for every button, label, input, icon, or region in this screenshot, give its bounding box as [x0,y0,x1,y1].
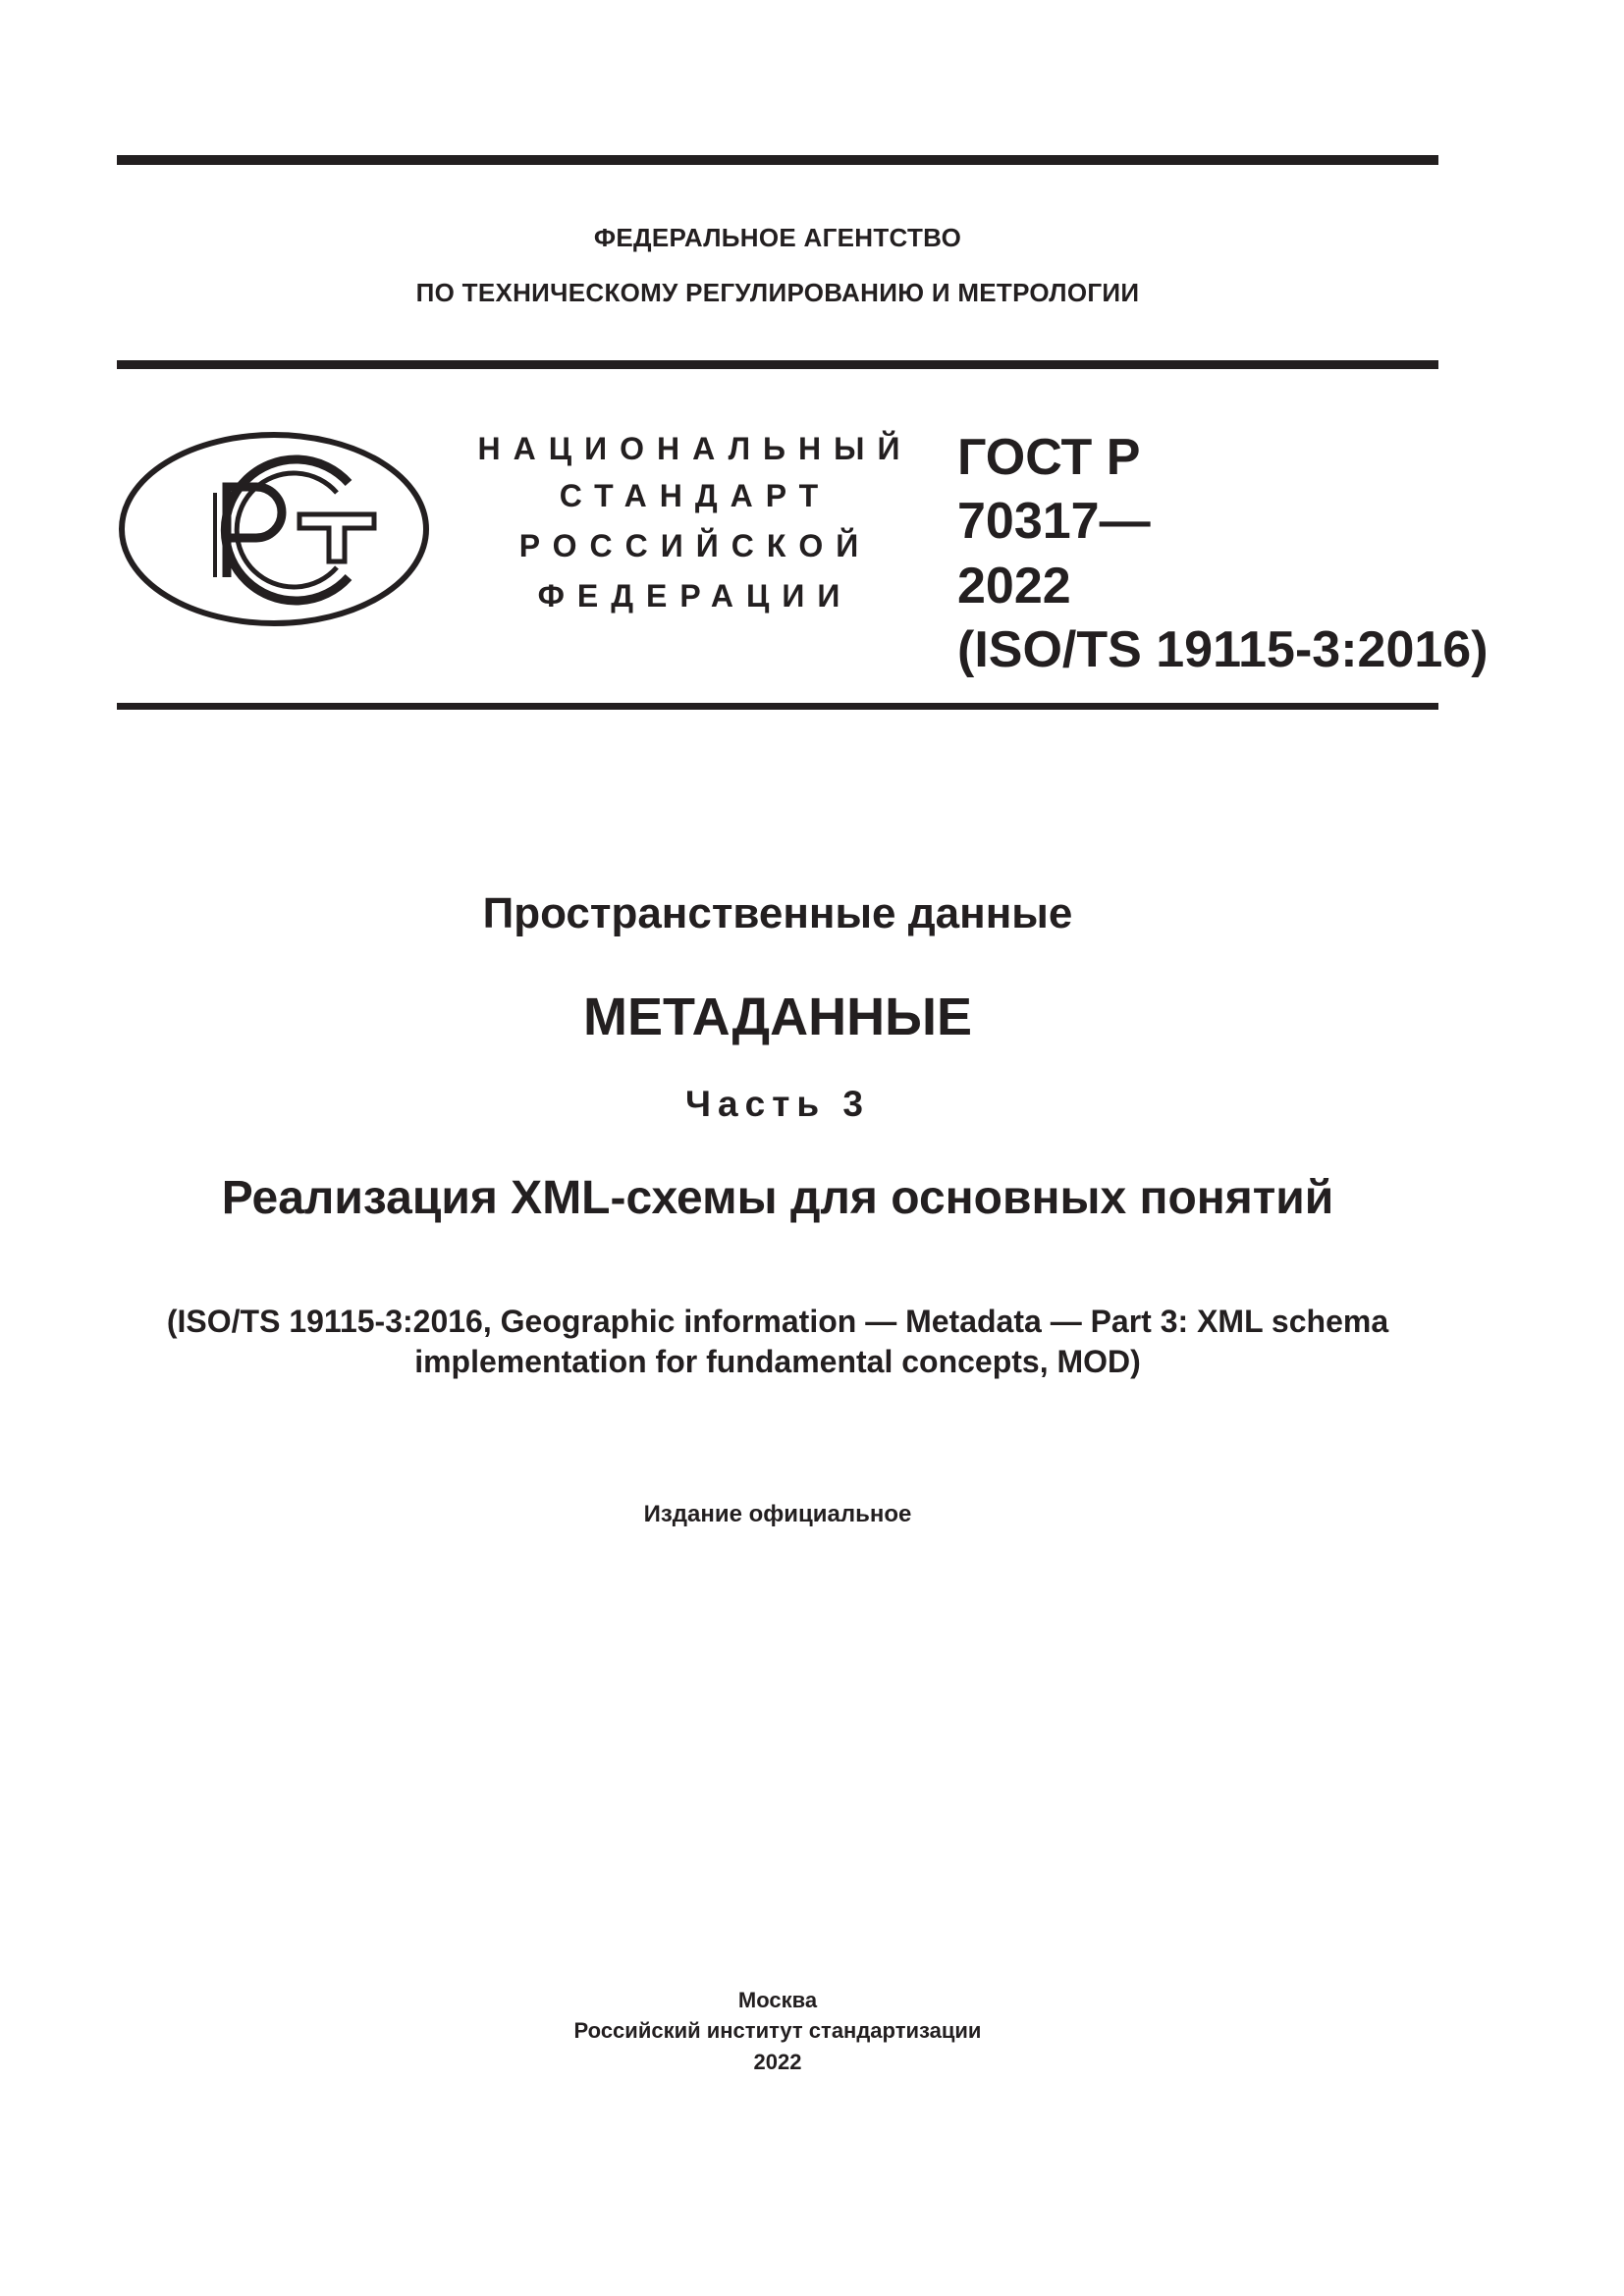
gost-designation-line-3: 2022 [957,558,1071,614]
edition-label: Издание официальное [643,1501,912,1527]
header-rule [117,360,1438,369]
national-standard-line-2: СТАНДАРТ [559,478,832,513]
original-title-line-2: implementation for fundamental concepts, MOD) [414,1344,1141,1379]
title-block-rule [117,703,1438,710]
original-title-line-1: (ISO/TS 19115-3:2016, Geographic information — Metadata — Part 3: XML schema [166,1304,1389,1339]
top-rule [117,155,1438,165]
publisher-name: Российский институт стандартизации [573,2018,982,2043]
document-part-title: Реализация XML-схемы для основных понятий [221,1172,1334,1224]
national-standard-line-3: РОССИЙСКОЙ [518,528,872,563]
gost-designation-line-1: ГОСТ Р [957,429,1141,486]
rst-certification-logo-icon [117,430,431,628]
gost-designation-line-4: (ISO/TS 19115-3:2016) [957,621,1489,678]
document-title: Пространственные данные [482,889,1073,937]
rst-logo [117,430,431,628]
publication-year: 2022 [753,2050,802,2074]
agency-name-line-1: ФЕДЕРАЛЬНОЕ АГЕНТСТВО [593,223,962,252]
agency-name-line-2: ПО ТЕХНИЧЕСКОМУ РЕГУЛИРОВАНИЮ И МЕТРОЛОГИИ [415,278,1140,307]
national-standard-line-4: ФЕДЕРАЦИИ [537,578,853,614]
document-part: Часть 3 [685,1084,870,1124]
document-subject: МЕТАДАННЫЕ [583,988,972,1046]
national-standard-line-1: НАЦИОНАЛЬНЫЙ [477,431,913,466]
publisher-city: Москва [737,1988,818,2012]
gost-designation-line-2: 70317— [957,493,1151,550]
